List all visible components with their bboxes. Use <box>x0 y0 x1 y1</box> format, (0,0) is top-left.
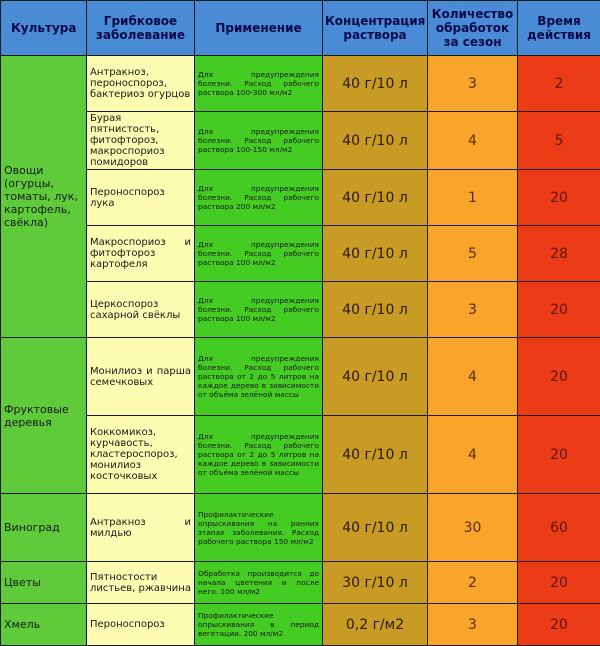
time-cell: 60 <box>518 494 600 562</box>
culture-cell: Овощи (огурцы, томаты, лук, картофель, свёкла) <box>1 56 87 338</box>
culture-cell: Фруктовые деревья <box>1 338 87 494</box>
concentration-cell: 40 г/10 л <box>323 170 428 226</box>
header-usage: Применение <box>195 1 323 56</box>
time-cell: 5 <box>518 112 600 170</box>
table-row <box>1 562 600 604</box>
concentration-cell: 40 г/10 л <box>323 112 428 170</box>
count-cell: 2 <box>428 562 518 604</box>
count-cell: 4 <box>428 112 518 170</box>
time-cell: 20 <box>518 282 600 338</box>
concentration-cell: 40 г/10 л <box>323 282 428 338</box>
table-row <box>1 226 600 282</box>
time-cell: 20 <box>518 604 600 646</box>
count-cell: 4 <box>428 338 518 416</box>
header-concentration: Концентрация раствора <box>323 1 428 56</box>
concentration-cell: 30 г/10 л <box>323 562 428 604</box>
table-row <box>1 604 600 646</box>
time-cell: 20 <box>518 170 600 226</box>
table-row <box>1 338 600 416</box>
disease-cell: Антракноз, пероноспороз, бактериоз огурцов <box>87 56 195 112</box>
count-cell: 3 <box>428 604 518 646</box>
usage-cell: Профилактические опрыскивания на ранних этапах заболевания. Расход рабочего раствора 150 мл/м2 <box>195 494 323 562</box>
table-row <box>1 282 600 338</box>
usage-cell: Для предупреждения болезни. Расход рабочего раствора 100-150 мл/м2 <box>195 112 323 170</box>
table-row <box>1 56 600 112</box>
count-cell: 3 <box>428 56 518 112</box>
culture-cell: Виноград <box>1 494 87 562</box>
concentration-cell: 40 г/10 л <box>323 338 428 416</box>
time-cell: 20 <box>518 338 600 416</box>
table-row <box>1 416 600 494</box>
header-count: Количество обработок за сезон <box>428 1 518 56</box>
table-row <box>1 170 600 226</box>
disease-cell: Пероноспороз <box>87 604 195 646</box>
header-culture: Культура <box>1 1 87 56</box>
count-cell: 4 <box>428 416 518 494</box>
usage-cell: Профилактические опрыскивания в период вегетации. 200 мл/м2 <box>195 604 323 646</box>
usage-cell: Для предупреждения болезни. Расход рабочего раствора от 2 до 5 литров на каждое дерево в зависимости от объёма зелёной массы <box>195 338 323 416</box>
disease-cell: Монилиоз и парша семечковых <box>87 338 195 416</box>
table-row <box>1 494 600 562</box>
disease-cell: Церкоспороз сахарной свёклы <box>87 282 195 338</box>
usage-cell: Для предупреждения болезни. Расход рабочего раствора 100 мл/м2 <box>195 226 323 282</box>
usage-cell: Для предупреждения болезни. Расход рабочего раствора 100-300 мл/м2 <box>195 56 323 112</box>
disease-cell: Пероноспороз лука <box>87 170 195 226</box>
concentration-cell: 40 г/10 л <box>323 416 428 494</box>
concentration-cell: 0,2 г/м2 <box>323 604 428 646</box>
header-row <box>1 1 600 56</box>
time-cell: 28 <box>518 226 600 282</box>
time-cell: 2 <box>518 56 600 112</box>
table-row <box>1 112 600 170</box>
header-time: Время действия <box>518 1 600 56</box>
disease-cell: Коккомикоз, курчавость, кластероспороз, монилиоз косточковых <box>87 416 195 494</box>
time-cell: 20 <box>518 562 600 604</box>
disease-cell: Макроспориоз и фитофтороз картофеля <box>87 226 195 282</box>
disease-cell: Антракноз и милдью <box>87 494 195 562</box>
concentration-cell: 40 г/10 л <box>323 226 428 282</box>
concentration-cell: 40 г/10 л <box>323 494 428 562</box>
disease-cell: Бурая пятнистость, фитофтороз, макроспориоз помидоров <box>87 112 195 170</box>
usage-cell: Для предупреждения болезни. Расход рабочего раствора 200 мл/м2 <box>195 170 323 226</box>
count-cell: 5 <box>428 226 518 282</box>
time-cell: 20 <box>518 416 600 494</box>
usage-cell: Для предупреждения болезни. Расход рабочего раствора от 2 до 5 литров на каждое дерево в зависимости от объёма зелёной массы <box>195 416 323 494</box>
usage-cell: Для предупреждения болезни. Расход рабочего раствора 100 мл/м2 <box>195 282 323 338</box>
count-cell: 1 <box>428 170 518 226</box>
concentration-cell: 40 г/10 л <box>323 56 428 112</box>
disease-cell: Пятностости листьев, ржавчина <box>87 562 195 604</box>
culture-cell: Цветы <box>1 562 87 604</box>
usage-cell: Обработка производится до начала цветения и после него. 100 мл/м2 <box>195 562 323 604</box>
culture-cell: Хмель <box>1 604 87 646</box>
header-disease: Грибковое заболевание <box>87 1 195 56</box>
count-cell: 30 <box>428 494 518 562</box>
count-cell: 3 <box>428 282 518 338</box>
